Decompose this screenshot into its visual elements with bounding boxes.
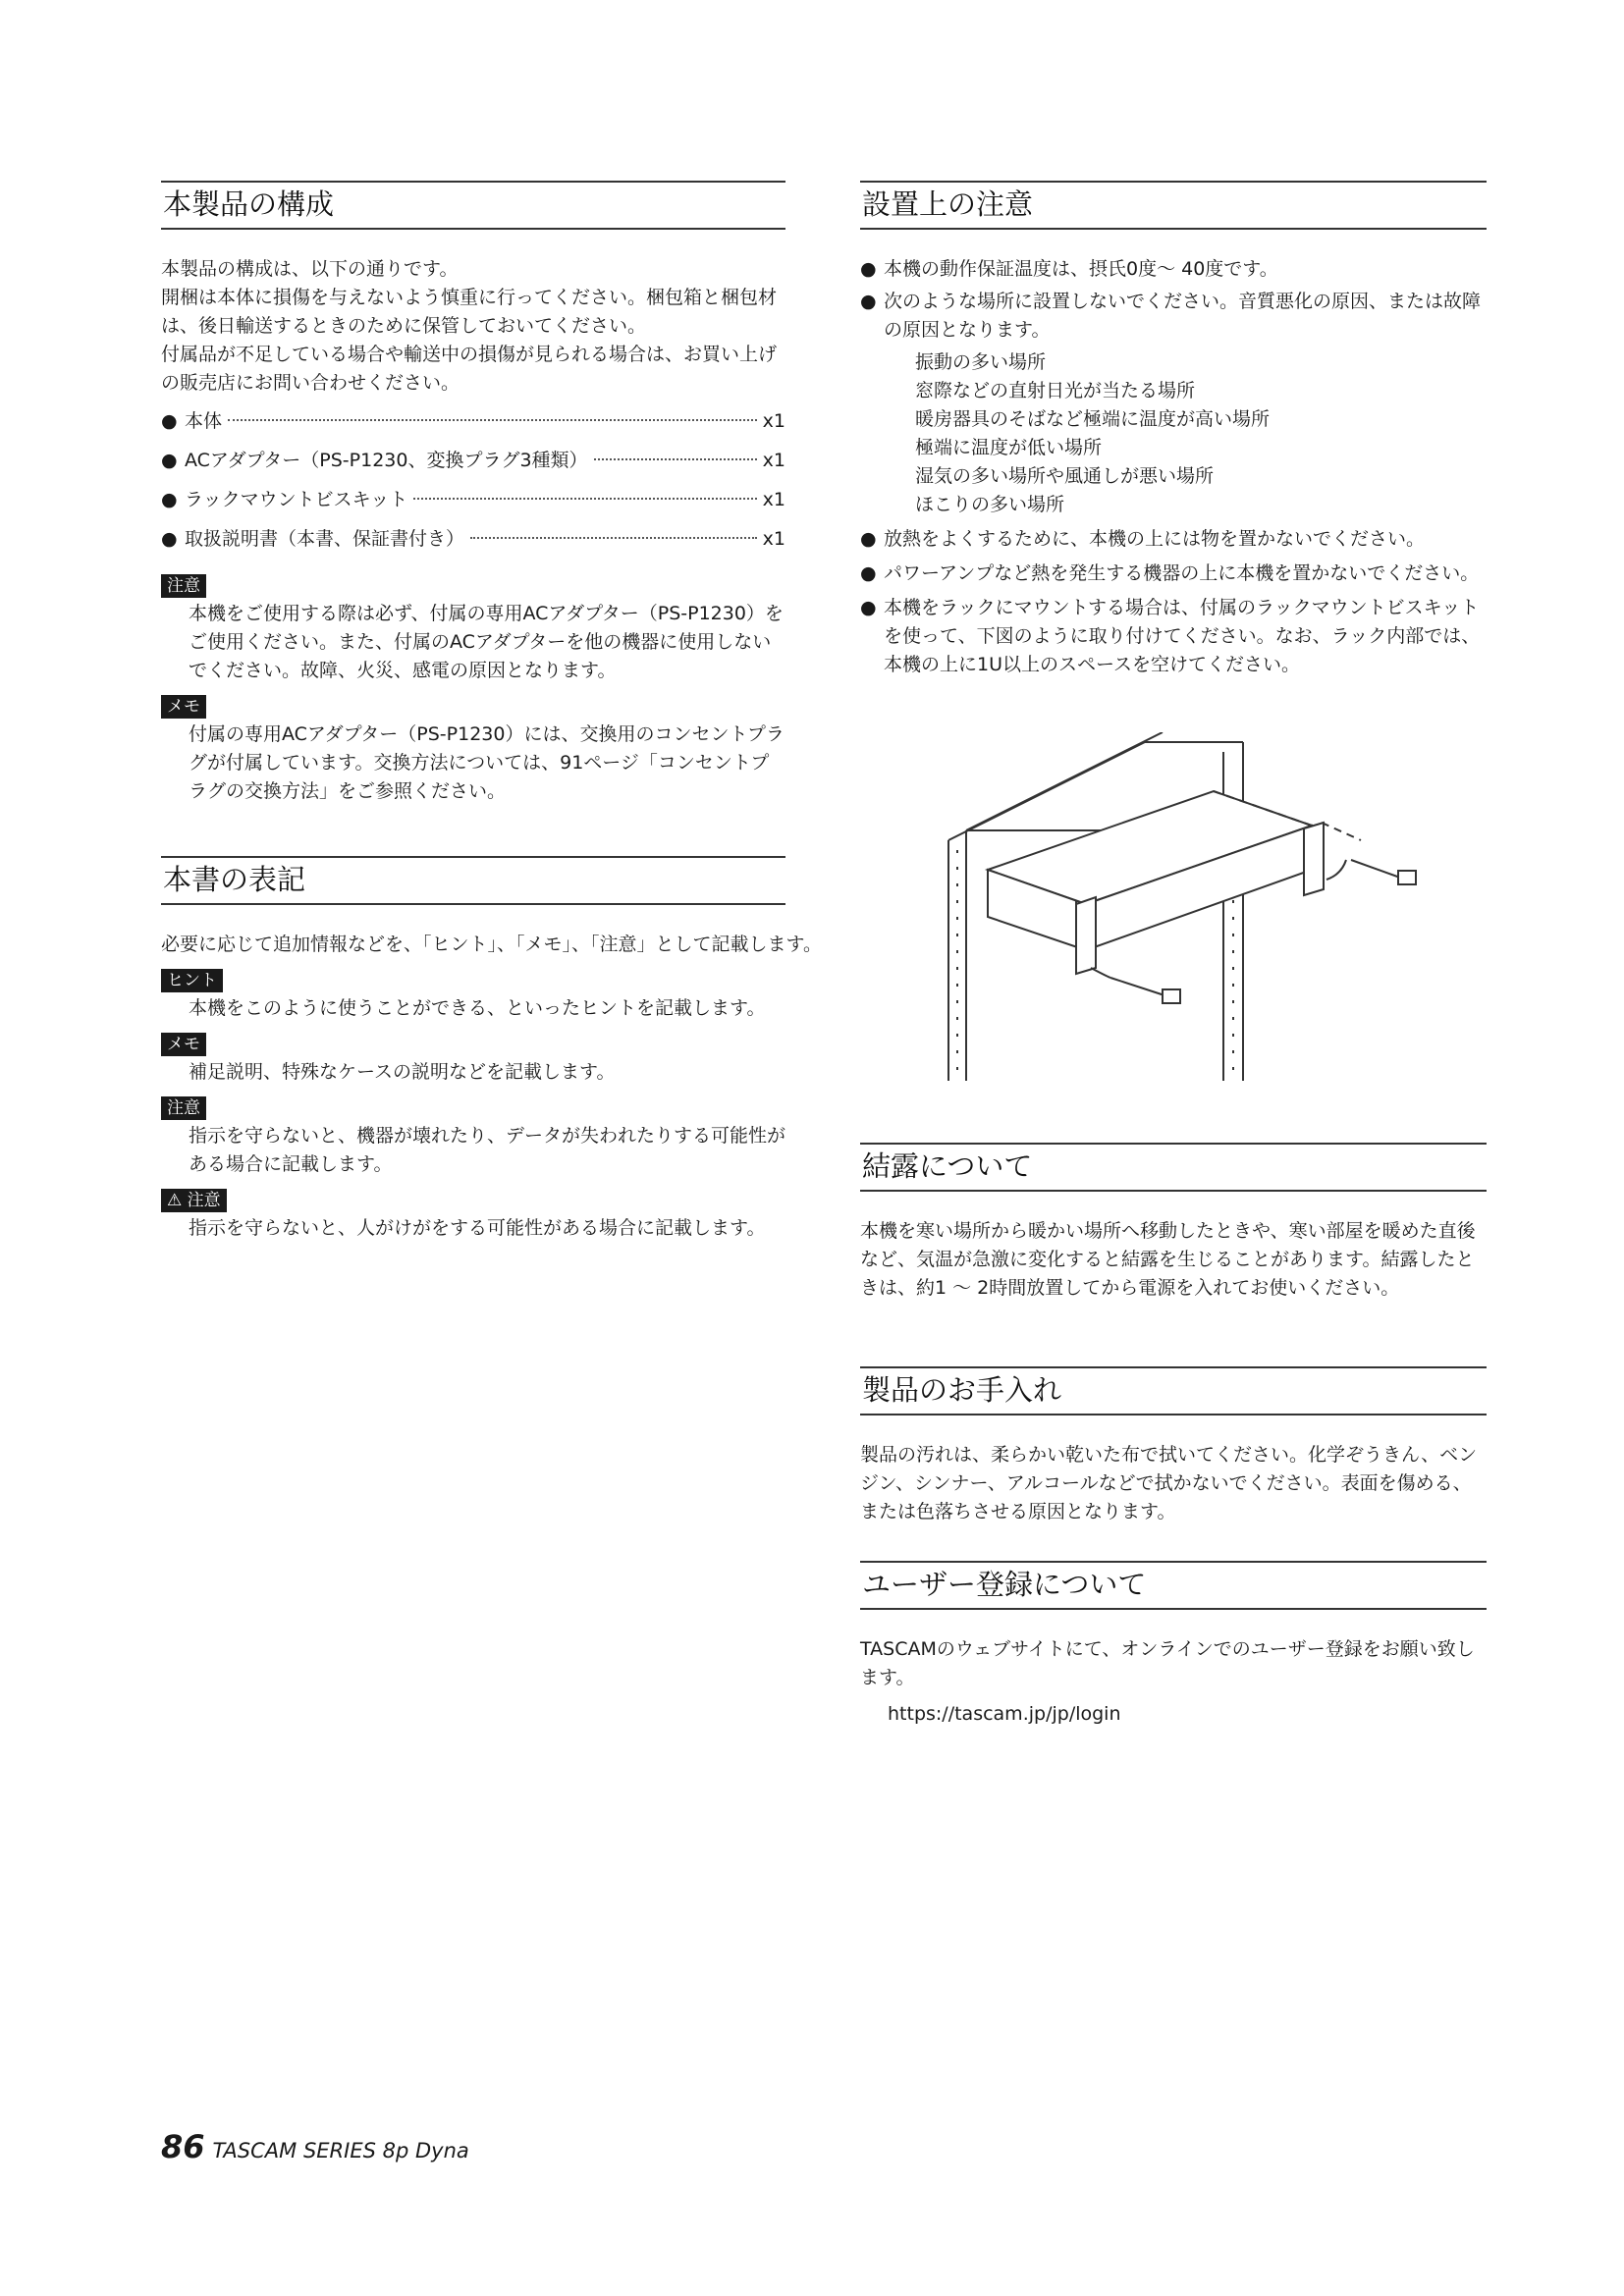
- bullet-icon: ●: [161, 450, 178, 471]
- section-registration: [860, 1561, 1487, 1729]
- list-item: 極端に温度が低い場所: [915, 437, 1103, 458]
- memo-text: 付属の専用ACアダプター（PS-P1230）には、交換用のコンセントプラグが付属しています。交換方法については、91ページ「コンセントプラグの交換方法」をご参照ください。: [189, 723, 785, 802]
- registration-link[interactable]: https://tascam.jp/jp/login: [888, 1703, 1121, 1725]
- section-title: 設置上の注意: [860, 181, 1487, 230]
- contents-list: [161, 407, 785, 554]
- section-contents: [161, 181, 785, 806]
- section-care: [860, 1366, 1487, 1526]
- bullet-icon: ●: [860, 528, 877, 550]
- list-item: ● 本機をラックにマウントする場合は、付属のラックマウントビスキットを使って、下図のように取り付けてください。なお、ラック内部では、本機の上に1U以上のスペースを空けてください。: [860, 594, 1487, 679]
- list-item: ● 取扱説明書（本書、保証書付き） x1: [161, 525, 785, 554]
- bullet-icon: ●: [161, 410, 178, 432]
- bullet-icon: ●: [860, 562, 877, 584]
- section-condensation: [860, 1143, 1487, 1303]
- memo-badge: メモ: [161, 1033, 206, 1056]
- list-item: ● パワーアンプなど熱を発生する機器の上に本機を置かないでください。: [860, 560, 1487, 588]
- memo-text: 補足説明、特殊なケースの説明などを記載します。: [189, 1061, 616, 1083]
- hint-badge: ヒント: [161, 969, 223, 992]
- caution-badge: 注意: [161, 1096, 206, 1120]
- list-item: 振動の多い場所: [915, 351, 1047, 373]
- section-title: 結露について: [860, 1143, 1487, 1192]
- paragraph: TASCAMのウェブサイトにて、オンラインでのユーザー登録をお願い致します。: [860, 1638, 1475, 1688]
- list-item: 湿気の多い場所や風通しが悪い場所: [915, 465, 1215, 487]
- memo-badge: メモ: [161, 695, 206, 719]
- places-list: [860, 348, 1487, 519]
- paragraph: 製品の汚れは、柔らかい乾いた布で拭いてください。化学ぞうきん、ベンジン、シンナー、アルコールなどで拭かないでください。表面を傷める、または色落ちさせる原因となります。: [860, 1444, 1478, 1522]
- caution-text: 本機をご使用する際は必ず、付属の専用ACアダプター（PS-P1230）をご使用ください。また、付属のACアダプターを他の機器に使用しないでください。故障、火災、感電の原因となります。: [189, 603, 784, 681]
- screw-icon: [1110, 978, 1180, 1003]
- warning-badge: ⚠ 注意: [161, 1189, 227, 1212]
- list-item: ● ラックマウントビスキット x1: [161, 486, 785, 514]
- section-installation: [860, 181, 1487, 679]
- rack-mount-illustration: [919, 732, 1469, 1086]
- section-title: ユーザー登録について: [860, 1561, 1487, 1610]
- section-notation: [161, 856, 822, 1243]
- screw-icon: [1351, 860, 1416, 884]
- product-name: TASCAM SERIES 8p Dyna: [212, 2139, 469, 2163]
- caution-badge: 注意: [161, 574, 206, 598]
- list-item: 窓際などの直射日光が当たる場所: [915, 380, 1196, 401]
- paragraph: 本機を寒い場所から暖かい場所へ移動したときや、寒い部屋を暖めた直後など、気温が急激に変化すると結露を生じることがあります。結露したときは、約1 ～ 2時間放置してから電源を入れてお使いください。: [860, 1220, 1476, 1299]
- paragraph: 付属品が不足している場合や輸送中の損傷が見られる場合は、お買い上げの販売店にお問い合わせください。: [161, 344, 778, 394]
- paragraph: 本製品の構成は、以下の通りです。: [161, 258, 459, 280]
- page-footer: [161, 2128, 469, 2165]
- section-title: 製品のお手入れ: [860, 1366, 1487, 1415]
- bullet-icon: ●: [860, 291, 877, 312]
- hint-text: 本機をこのように使うことができる、といったヒントを記載します。: [189, 997, 766, 1019]
- bullet-icon: ●: [860, 258, 877, 280]
- bullet-icon: ●: [860, 597, 877, 618]
- list-item: ● ACアダプター（PS-P1230、変換プラグ3種類） x1: [161, 447, 785, 475]
- caution-text: 指示を守らないと、機器が壊れたり、データが失われたりする可能性がある場合に記載します。: [189, 1125, 786, 1175]
- list-item: ● 放熱をよくするために、本機の上には物を置かないでください。: [860, 525, 1487, 554]
- page-number: 86: [161, 2128, 205, 2165]
- list-item: ● 本機の動作保証温度は、摂氏0度～ 40度です。: [860, 255, 1487, 284]
- list-item: ほこりの多い場所: [915, 494, 1065, 515]
- paragraph: 必要に応じて追加情報などを、「ヒント」、「メモ」、「注意」として記載します。: [161, 934, 822, 955]
- paragraph: 開梱は本体に損傷を与えないよう慎重に行ってください。梱包箱と梱包材は、後日輸送するときのために保管しておいてください。: [161, 287, 778, 337]
- list-item: ● 本体 x1: [161, 407, 785, 436]
- warning-text: 指示を守らないと、人がけがをする可能性がある場合に記載します。: [189, 1217, 766, 1239]
- section-title: 本書の表記: [161, 856, 785, 905]
- bullet-icon: ●: [161, 528, 178, 550]
- list-item: 暖房器具のそばなど極端に温度が高い場所: [915, 408, 1271, 430]
- list-item: ● 次のような場所に設置しないでください。音質悪化の原因、または故障の原因となります。: [860, 288, 1487, 345]
- section-title: 本製品の構成: [161, 181, 785, 230]
- bullet-icon: ●: [161, 489, 178, 510]
